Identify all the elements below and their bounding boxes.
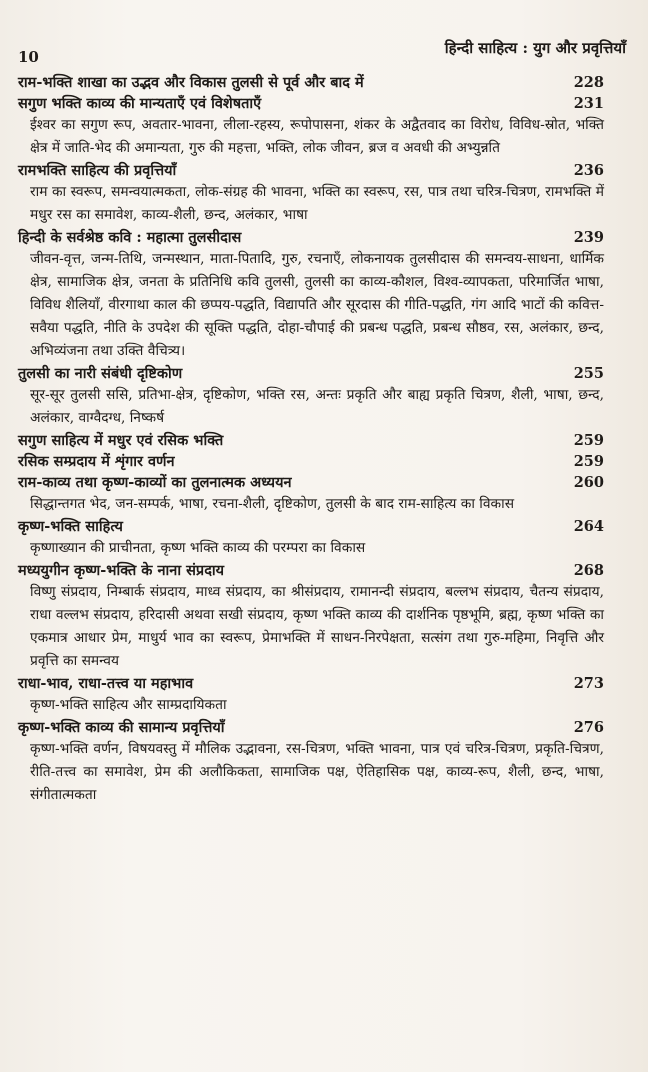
running-title: हिन्दी साहित्य : युग और प्रवृत्तियाँ [444, 39, 626, 57]
entry-title: रसिक सम्प्रदाय में शृंगार वर्णन [18, 453, 175, 470]
entry-description: विष्णु संप्रदाय, निम्बार्क संप्रदाय, माध्व संप्रदाय, का श्रीसंप्रदाय, रामानन्दी संप्रदाय, बल्लभ संप्रदाय, चैतन्य संप्रदाय, राधा वल्लभ संप्रदाय, हरिदासी अथवा सखी संप्रदाय, कृष्ण भक्ति काव्य की दार्शनिक पृष्ठभूमि, ब्रह्म, कृष्ण भक्ति का एकमात्र आधार प्रेम, माधुर्य भाव का स्वरूप, प्रेमाभक्ति में साधन-निरपेक्षता, सत्संग तथा गुरु-महिमा, निवृत्ति और प्रवृत्ति का समन्वय [30, 584, 604, 669]
entry-description: कृष्ण-भक्ति साहित्य और साम्प्रदायिकता [30, 697, 227, 713]
toc-entry [18, 717, 604, 807]
entry-page-number: 231 [573, 95, 604, 112]
entry-title: हिन्दी के सर्वश्रेष्ठ कवि : महात्मा तुलसीदास [18, 229, 242, 246]
entry-page-number: 276 [573, 719, 604, 736]
entry-description: ईश्वर का सगुण रूप, अवतार-भावना, लीला-रहस्य, रूपोपासना, शंकर के अद्वैतवाद का विरोध, विविध-स्रोत, भक्ति क्षेत्र में जाति-भेद की अमान्यता, गुरु की महत्ता, भक्ति, लोक जीवन, ब्रज व अवधी की अभ्युन्नति [30, 117, 604, 156]
entry-page-number: 260 [573, 474, 604, 491]
entry-title: कृष्ण-भक्ति साहित्य [18, 518, 123, 535]
entry-page-number: 255 [573, 365, 604, 382]
entry-page-number: 236 [573, 162, 604, 179]
entry-page-number: 239 [573, 229, 604, 246]
entry-title: राम-काव्य तथा कृष्ण-काव्यों का तुलनात्मक अध्ययन [18, 474, 292, 491]
entry-title: मध्ययुगीन कृष्ण-भक्ति के नाना संप्रदाय [18, 562, 225, 579]
entry-title: राम-भक्ति शाखा का उद्भव और विकास तुलसी से पूर्व और बाद में [18, 74, 364, 91]
toc-entry [18, 363, 604, 430]
entry-page-number: 228 [573, 74, 604, 91]
toc-entry [18, 673, 604, 717]
entry-description: कृष्ण-भक्ति वर्णन, विषयवस्तु में मौलिक उद्भावना, रस-चित्रण, भक्ति भावना, पात्र एवं चरित्र-चित्रण, प्रकृति-चित्रण, रीति-तत्त्व का समावेश, प्रेम की अलौकिकता, सामाजिक पक्ष, ऐतिहासिक पक्ष, काव्य-रूप, शैली, छन्द, भाषा, संगीतात्मकता [30, 741, 604, 803]
entry-page-number: 273 [573, 675, 604, 692]
entry-description: कृष्णाख्यान की प्राचीनता, कृष्ण भक्ति काव्य की परम्परा का विकास [30, 540, 366, 556]
entry-description: जीवन-वृत्त, जन्म-तिथि, जन्मस्थान, माता-पितादि, गुरु, रचनाएँ, लोकनायक तुलसीदास की समन्वय-साधना, धार्मिक क्षेत्र, सामाजिक क्षेत्र, जनता के प्रतिनिधि कवि तुलसी, तुलसी का काव्य-कौशल, विश्व-व्यापकता, परिमार्जित भाषा, विविध शैलियाँ, वीरगाथा काल की छप्पय-पद्धति, विद्यापति और सूरदास की गीति-पद्धति, गंग आदि भाटों की कवित्त-सवैया पद्धति, नीति के उपदेश की सूक्ति पद्धति, दोहा-चौपाई की प्रबन्ध पद्धति, प्रबन्ध सौष्ठव, रस, अलंकार, छन्द, अभिव्यंजना तथा उक्ति वैचित्र्य। [30, 251, 604, 359]
entry-title: रामभक्ति साहित्य की प्रवृत्तियाँ [18, 162, 177, 179]
table-of-contents [18, 72, 604, 807]
entry-title: सगुण साहित्य में मधुर एवं रसिक भक्ति [18, 432, 224, 449]
entry-description: राम का स्वरूप, समन्वयात्मकता, लोक-संग्रह की भावना, भक्ति का स्वरूप, रस, पात्र तथा चरित्र-चित्रण, रामभक्ति में मधुर रस का समावेश, काव्य-शैली, छन्द, अलंकार, भाषा [30, 184, 604, 223]
toc-entry [18, 430, 604, 451]
page-header [12, 38, 632, 64]
page-number: 10 [18, 48, 39, 66]
toc-entry [18, 93, 604, 160]
entry-page-number: 268 [573, 562, 604, 579]
toc-entry [18, 472, 604, 516]
entry-page-number: 259 [573, 432, 604, 449]
entry-title: तुलसी का नारी संबंधी दृष्टिकोण [18, 365, 183, 382]
entry-title: सगुण भक्ति काव्य की मान्यताएँ एवं विशेषताएँ [18, 95, 262, 112]
entry-page-number: 259 [573, 453, 604, 470]
toc-entry [18, 227, 604, 363]
toc-entry [18, 516, 604, 560]
entry-description: सिद्धान्तगत भेद, जन-सम्पर्क, भाषा, रचना-शैली, दृष्टिकोण, तुलसी के बाद राम-साहित्य का विकास [30, 496, 515, 512]
toc-entry [18, 72, 604, 93]
entry-page-number: 264 [573, 518, 604, 535]
entry-title: कृष्ण-भक्ति काव्य की सामान्य प्रवृत्तियाँ [18, 719, 225, 736]
entry-title: राधा-भाव, राधा-तत्त्व या महाभाव [18, 675, 194, 692]
entry-description: सूर-सूर तुलसी ससि, प्रतिभा-क्षेत्र, दृष्टिकोण, भक्ति रस, अन्तः प्रकृति और बाह्य प्रकृति चित्रण, शैली, भाषा, छन्द, अलंकार, वाग्वैदग्ध, निष्कर्ष [30, 387, 604, 426]
toc-entry [18, 451, 604, 472]
toc-entry [18, 160, 604, 227]
toc-entry [18, 560, 604, 673]
